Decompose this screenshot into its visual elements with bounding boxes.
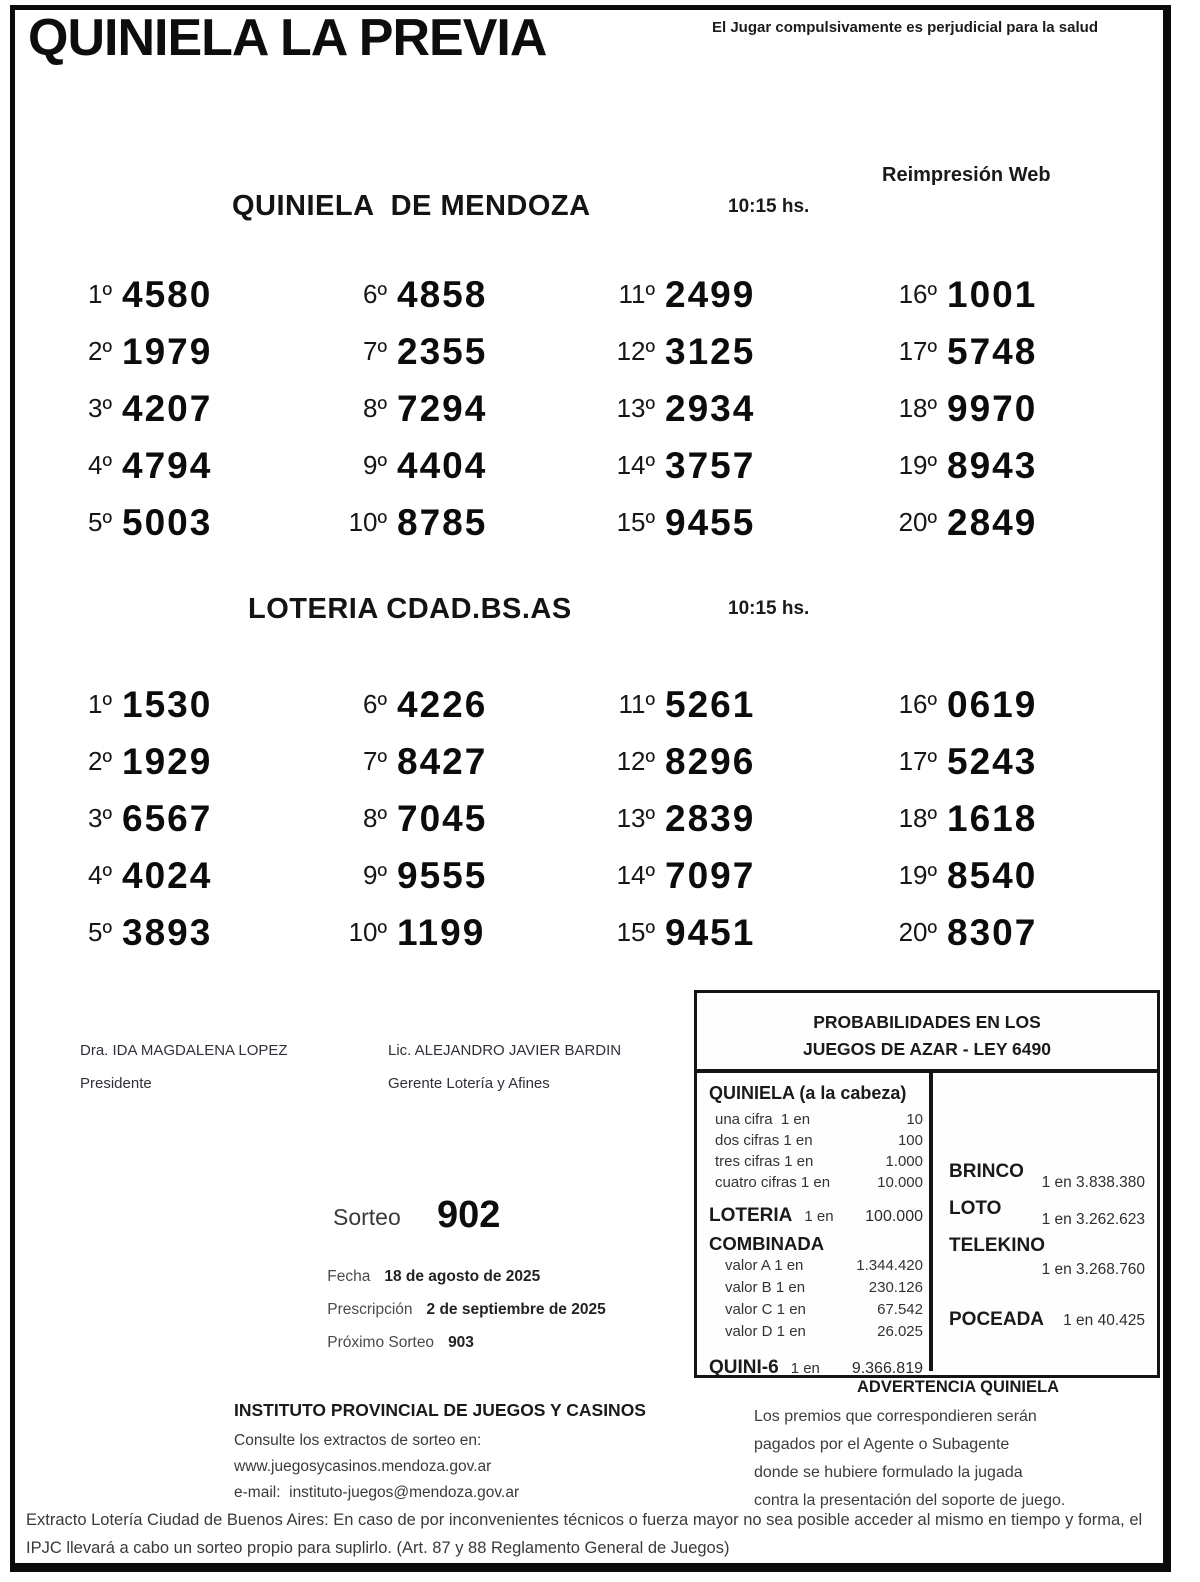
result-position: 18º	[898, 803, 937, 833]
odds-value: 10.000	[877, 1174, 923, 1191]
quini6-odds-value: 9.366.819	[851, 1360, 923, 1377]
result-number: 7097	[665, 854, 756, 896]
probabilities-title-line1: PROBABILIDADES EN LOS	[813, 1012, 1041, 1032]
signature-role: Presidente	[80, 1075, 152, 1092]
quiniela-odds-header: QUINIELA (a la cabeza)	[709, 1083, 907, 1103]
result-number: 3757	[665, 444, 756, 486]
signature-gerente	[388, 1042, 621, 1092]
signature-role: Gerente Lotería y Afines	[388, 1075, 550, 1092]
result-number: 7294	[397, 387, 488, 429]
text-line: www.juegosycasinos.mendoza.gov.ar	[234, 1458, 492, 1475]
result-position: 4º	[88, 450, 112, 480]
odds-value: 1.344.420	[856, 1257, 923, 1274]
result-number: 8785	[397, 501, 488, 543]
text-line: contra la presentación del soporte de juego.	[754, 1492, 1066, 1509]
result-cell	[587, 323, 869, 380]
result-position: 17º	[898, 336, 937, 366]
probabilities-left-column	[697, 1073, 933, 1378]
result-number: 2499	[665, 273, 756, 315]
result-cell	[319, 437, 587, 494]
odds-value: 26.025	[877, 1323, 923, 1340]
result-position: 16º	[898, 689, 937, 719]
result-position: 3º	[88, 393, 112, 423]
loteria-odds-prefix: 1 en	[804, 1208, 834, 1225]
result-number: 1618	[947, 797, 1038, 839]
result-cell	[44, 266, 319, 323]
result-position: 1º	[88, 689, 112, 719]
result-cell	[869, 494, 1119, 551]
result-cell	[587, 847, 869, 904]
health-warning: El Jugar compulsivamente es perjudicial para la salud	[712, 19, 1098, 36]
result-position: 8º	[363, 803, 387, 833]
other-games-odds-column	[933, 1073, 1157, 1371]
odds-value: 230.126	[868, 1279, 923, 1296]
result-number: 1929	[122, 740, 213, 782]
result-number: 8943	[947, 444, 1038, 486]
result-cell	[869, 266, 1119, 323]
result-position: 7º	[363, 336, 387, 366]
odds-row	[709, 1277, 923, 1299]
combinada-odds-rows	[709, 1255, 923, 1343]
instituto-title: INSTITUTO PROVINCIAL DE JUEGOS Y CASINOS	[234, 1400, 646, 1420]
result-position: 5º	[88, 507, 112, 537]
game-odds-value: 1 en 3.838.380	[1041, 1174, 1145, 1191]
odds-label: valor B 1 en	[725, 1279, 806, 1296]
game-name: TELEKINO	[949, 1235, 1046, 1256]
result-position: 15º	[616, 917, 655, 947]
result-cell	[869, 437, 1119, 494]
prescripcion-label: Prescripción	[327, 1301, 413, 1318]
draw-title-bsas: LOTERIA CDAD.BS.AS	[248, 593, 572, 625]
result-position: 11º	[618, 689, 655, 719]
result-number: 4580	[122, 273, 213, 315]
game-odds-value: 1 en 3.268.760	[1041, 1261, 1145, 1278]
result-position: 18º	[898, 393, 937, 423]
result-position: 2º	[88, 336, 112, 366]
draw-time-mendoza: 10:15 hs.	[728, 196, 810, 217]
result-position: 4º	[88, 860, 112, 890]
quini6-odds-row	[709, 1357, 923, 1379]
result-position: 14º	[616, 450, 655, 480]
results-grid-bsas	[44, 676, 1119, 961]
result-number: 3893	[122, 911, 213, 953]
game-odds-row	[949, 1309, 1145, 1331]
fecha-value: 18 de agosto de 2025	[384, 1268, 541, 1285]
signature-presidente	[80, 1042, 288, 1092]
game-odds-value: 1 en 40.425	[1063, 1312, 1145, 1329]
result-position: 9º	[363, 860, 387, 890]
result-number: 8427	[397, 740, 488, 782]
odds-value: 100	[897, 1132, 923, 1149]
result-cell	[319, 323, 587, 380]
result-cell	[869, 676, 1119, 733]
probabilities-body	[697, 1073, 1157, 1378]
result-number: 5748	[947, 330, 1038, 372]
result-number: 4794	[122, 444, 213, 486]
result-position: 20º	[898, 917, 937, 947]
page-title: QUINIELA LA PREVIA	[28, 9, 547, 67]
result-position: 3º	[88, 803, 112, 833]
result-cell	[44, 380, 319, 437]
result-cell	[44, 733, 319, 790]
draw-title-mendoza: QUINIELA DE MENDOZA	[232, 190, 591, 222]
reprint-web-label: Reimpresión Web	[882, 164, 1051, 186]
result-cell	[319, 733, 587, 790]
result-position: 19º	[898, 860, 937, 890]
proximo-sorteo-label: Próximo Sorteo	[327, 1334, 435, 1351]
result-number: 1001	[947, 273, 1038, 315]
advertencia-block	[754, 1378, 1162, 1515]
odds-label: tres cifras 1 en	[715, 1153, 814, 1170]
result-number: 2934	[665, 387, 756, 429]
result-cell	[587, 733, 869, 790]
probabilities-title	[697, 993, 1157, 1073]
result-position: 9º	[363, 450, 387, 480]
result-number: 6567	[122, 797, 213, 839]
result-cell	[44, 437, 319, 494]
odds-label: valor A 1 en	[725, 1257, 804, 1274]
result-position: 14º	[616, 860, 655, 890]
odds-row	[709, 1321, 923, 1343]
quiniela-odds-rows	[709, 1109, 923, 1193]
loteria-label: LOTERIA	[709, 1205, 793, 1226]
results-grid-mendoza	[44, 266, 1119, 551]
result-position: 10º	[348, 917, 387, 947]
result-number: 8540	[947, 854, 1038, 896]
game-odds-row	[949, 1161, 1145, 1191]
probabilities-box	[694, 990, 1160, 1378]
result-cell	[319, 266, 587, 323]
result-number: 4207	[122, 387, 213, 429]
result-cell	[587, 494, 869, 551]
result-cell	[869, 323, 1119, 380]
result-number: 4404	[397, 444, 488, 486]
result-number: 1530	[122, 683, 213, 725]
text-line: pagados por el Agente o Subagente	[754, 1436, 1010, 1453]
combinada-odds-header: COMBINADA	[709, 1233, 825, 1254]
game-odds-row	[949, 1198, 1145, 1228]
fecha-label: Fecha	[327, 1268, 371, 1285]
result-number: 5243	[947, 740, 1038, 782]
result-cell	[319, 676, 587, 733]
odds-value: 1.000	[885, 1153, 923, 1170]
result-cell	[587, 676, 869, 733]
result-number: 2849	[947, 501, 1038, 543]
result-position: 12º	[616, 336, 655, 366]
result-cell	[44, 790, 319, 847]
odds-row	[709, 1255, 923, 1277]
result-number: 3125	[665, 330, 756, 372]
result-number: 9970	[947, 387, 1038, 429]
instituto-block	[234, 1400, 646, 1506]
result-number: 4858	[397, 273, 488, 315]
result-cell	[319, 847, 587, 904]
result-position: 13º	[616, 803, 655, 833]
result-position: 6º	[363, 279, 387, 309]
result-number: 9555	[397, 854, 488, 896]
odds-label: valor D 1 en	[725, 1323, 806, 1340]
result-cell	[869, 904, 1119, 961]
result-position: 19º	[898, 450, 937, 480]
odds-label: cuatro cifras 1 en	[715, 1174, 831, 1191]
odds-label: una cifra 1 en	[715, 1111, 811, 1128]
result-position: 17º	[898, 746, 937, 776]
game-name: LOTO	[949, 1198, 1002, 1219]
result-number: 0619	[947, 683, 1038, 725]
text-line: donde se hubiere formulado la jugada	[754, 1464, 1023, 1481]
game-name: BRINCO	[949, 1161, 1024, 1182]
odds-label: valor C 1 en	[725, 1301, 806, 1318]
sorteo-label: Sorteo	[333, 1204, 401, 1230]
result-position: 5º	[88, 917, 112, 947]
result-number: 5003	[122, 501, 213, 543]
result-number: 1979	[122, 330, 213, 372]
result-position: 10º	[348, 507, 387, 537]
game-odds-value: 1 en 3.262.623	[1041, 1211, 1145, 1228]
game-name: POCEADA	[949, 1309, 1045, 1330]
result-cell	[44, 676, 319, 733]
instituto-contact-lines	[234, 1428, 646, 1506]
result-cell	[587, 790, 869, 847]
result-number: 1199	[397, 911, 486, 953]
result-number: 8307	[947, 911, 1038, 953]
result-cell	[319, 904, 587, 961]
result-position: 6º	[363, 689, 387, 719]
odds-row	[709, 1172, 923, 1193]
signature-name: Lic. ALEJANDRO JAVIER BARDIN	[388, 1042, 622, 1059]
result-cell	[587, 437, 869, 494]
text-line: Los premios que correspondieren serán	[754, 1408, 1037, 1425]
result-cell	[869, 847, 1119, 904]
result-position: 7º	[363, 746, 387, 776]
result-cell	[44, 904, 319, 961]
sorteo-number: 902	[437, 1194, 501, 1236]
result-number: 7045	[397, 797, 488, 839]
result-cell	[587, 904, 869, 961]
quini6-odds-prefix: 1 en	[790, 1360, 820, 1377]
result-cell	[869, 790, 1119, 847]
proximo-sorteo-value: 903	[448, 1334, 474, 1351]
result-cell	[319, 380, 587, 437]
result-number: 4226	[397, 683, 488, 725]
text-line: Consulte los extractos de sorteo en:	[234, 1432, 482, 1449]
result-position: 11º	[618, 279, 655, 309]
result-cell	[44, 847, 319, 904]
result-cell	[319, 790, 587, 847]
result-position: 2º	[88, 746, 112, 776]
odds-row	[709, 1151, 923, 1172]
result-number: 9455	[665, 501, 756, 543]
text-line: e-mail: instituto-juegos@mendoza.gov.ar	[234, 1484, 520, 1501]
odds-row	[709, 1130, 923, 1151]
result-number: 8296	[665, 740, 756, 782]
result-cell	[869, 380, 1119, 437]
result-number: 2355	[397, 330, 488, 372]
result-cell	[587, 266, 869, 323]
result-number: 9451	[665, 911, 756, 953]
result-cell	[319, 494, 587, 551]
result-position: 16º	[898, 279, 937, 309]
odds-row	[709, 1299, 923, 1321]
loteria-odds-value: 100.000	[865, 1208, 923, 1225]
odds-label: dos cifras 1 en	[715, 1132, 813, 1149]
result-position: 8º	[363, 393, 387, 423]
game-odds-row	[949, 1235, 1145, 1279]
result-position: 12º	[616, 746, 655, 776]
advertencia-title: ADVERTENCIA QUINIELA	[857, 1378, 1059, 1396]
draw-time-bsas: 10:15 hs.	[728, 598, 810, 619]
result-cell	[44, 323, 319, 380]
signature-name: Dra. IDA MAGDALENA LOPEZ	[80, 1042, 288, 1059]
odds-value: 67.542	[877, 1301, 923, 1318]
proximo-sorteo-row	[310, 1316, 474, 1370]
result-position: 13º	[616, 393, 655, 423]
quini6-label: QUINI-6	[709, 1357, 779, 1378]
result-cell	[869, 733, 1119, 790]
advertencia-text	[754, 1403, 1162, 1515]
result-number: 5261	[665, 683, 756, 725]
result-position: 20º	[898, 507, 937, 537]
result-cell	[587, 380, 869, 437]
result-position: 1º	[88, 279, 112, 309]
prescripcion-value: 2 de septiembre de 2025	[426, 1301, 606, 1318]
odds-row	[709, 1109, 923, 1130]
result-number: 2839	[665, 797, 756, 839]
result-position: 15º	[616, 507, 655, 537]
probabilities-title-line2: JUEGOS DE AZAR - LEY 6490	[803, 1039, 1051, 1059]
loteria-odds-row	[709, 1205, 923, 1227]
odds-value: 10	[906, 1111, 923, 1128]
footer-legal-note: Extracto Lotería Ciudad de Buenos Aires: En caso de por inconvenientes técnicos o fuerza mayor no sea posible acceder al mismo en tiempo y forma, el IPJC llevará a cabo un sorteo propio para suplirlo. (Art. 87 y 88 Reglamento General de Juegos)	[26, 1511, 1143, 1557]
result-number: 4024	[122, 854, 213, 896]
result-cell	[44, 494, 319, 551]
